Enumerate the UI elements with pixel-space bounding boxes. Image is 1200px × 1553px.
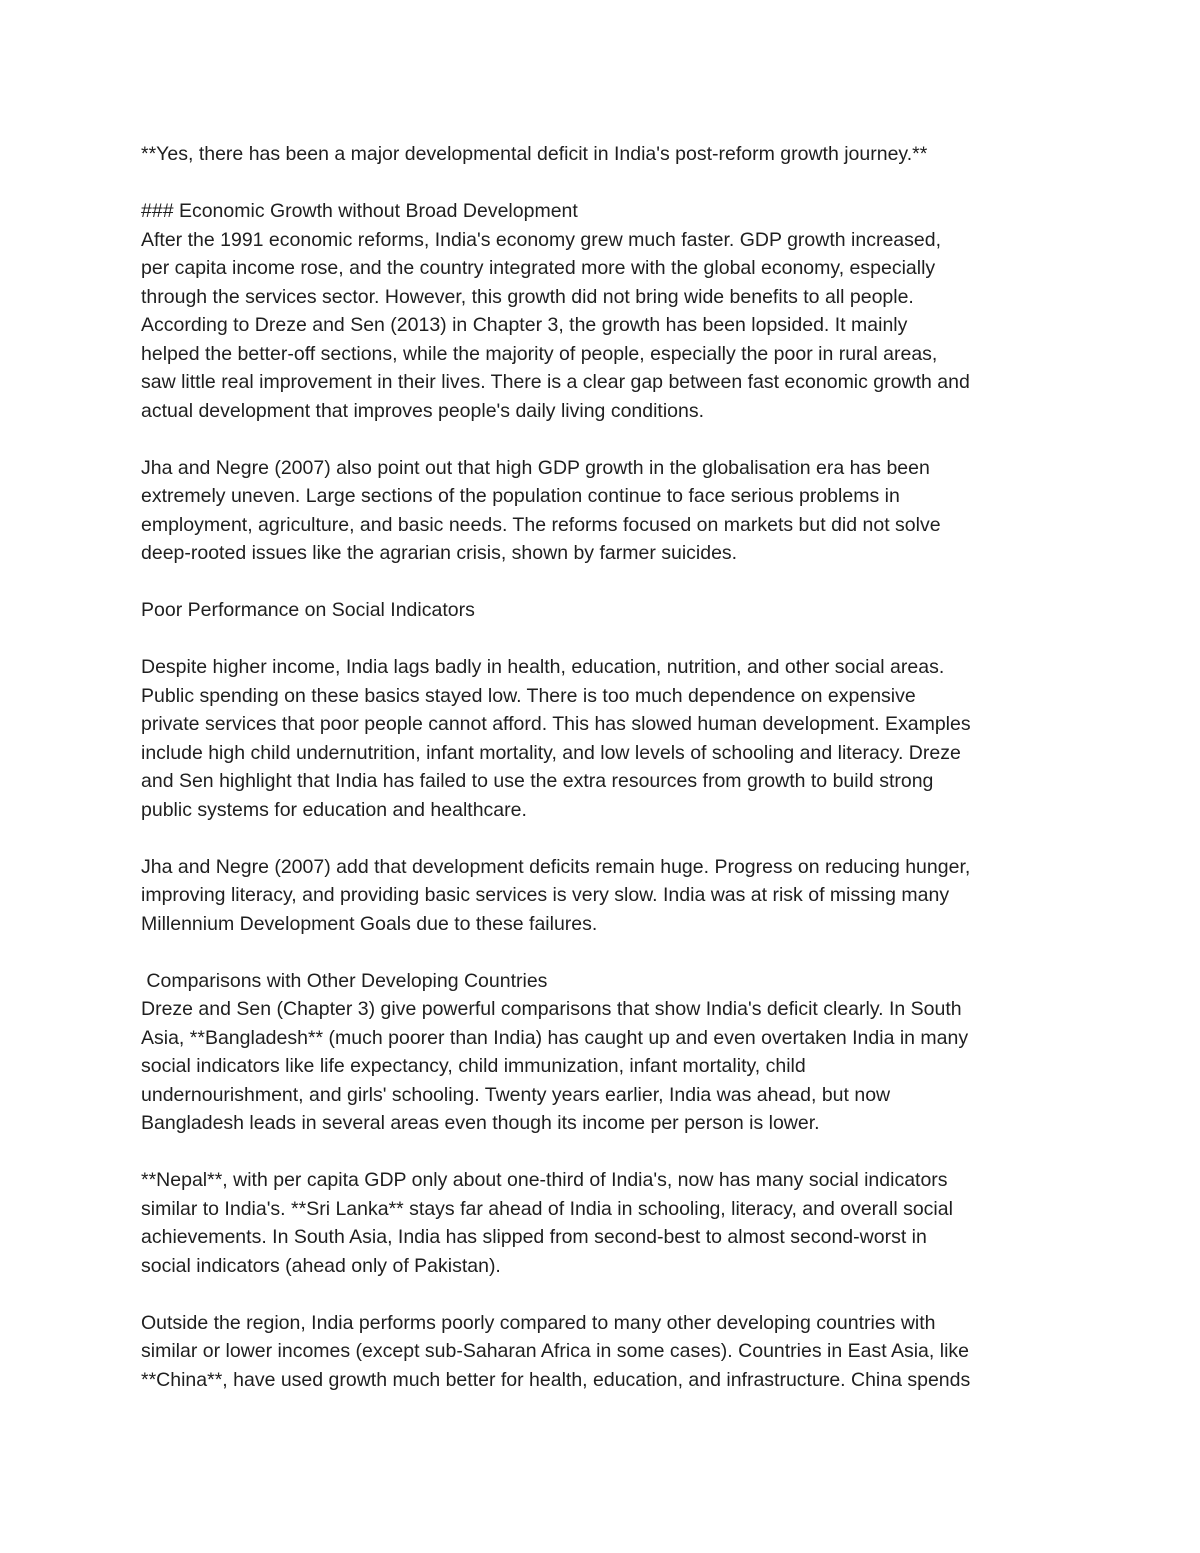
- text-line: **Nepal**, with per capita GDP only about one-third of India's, now has many social indicators: [141, 1169, 948, 1191]
- blank-line: [141, 938, 1081, 967]
- text-line: Millennium Development Goals due to these failures.: [141, 912, 598, 935]
- blank-line: [141, 425, 1081, 454]
- text-line: Outside the region, India performs poorly compared to many other developing countries with: [141, 1311, 936, 1334]
- text-line: Public spending on these basics stayed low. There is too much dependence on expensive: [141, 684, 916, 707]
- text-line: Jha and Negre (2007) also point out that high GDP growth in the globalisation era has been: [141, 456, 930, 479]
- text-line: Jha and Negre (2007) add that development deficits remain huge. Progress on reducing hunger,: [141, 855, 971, 878]
- text-line: include high child undernutrition, infant mortality, and low levels of schooling and literacy. Dreze: [141, 741, 961, 764]
- text-line: social indicators (ahead only of Pakistan).: [141, 1254, 501, 1277]
- text-line: After the 1991 economic reforms, India's economy grew much faster. GDP growth increased,: [141, 228, 941, 251]
- text-line: similar to India's. **Sri Lanka** stays far ahead of India in schooling, literacy, and overall social: [141, 1197, 953, 1220]
- text-line: achievements. In South Asia, India has slipped from second-best to almost second-worst in: [141, 1226, 927, 1248]
- text-line: through the services sector. However, this growth did not bring wide benefits to all people.: [141, 285, 914, 308]
- blank-line: [141, 169, 1081, 198]
- text-line: employment, agriculture, and basic needs. The reforms focused on markets but did not solve: [141, 513, 941, 536]
- text-line: undernourishment, and girls' schooling. Twenty years earlier, India was ahead, but now: [141, 1083, 891, 1106]
- text-line: actual development that improves people's daily living conditions.: [141, 399, 705, 422]
- text-line: **China**, have used growth much better for health, education, and infrastructure. China spends: [141, 1368, 971, 1391]
- text-line: Bangladesh leads in several areas even though its income per person is lower.: [141, 1112, 820, 1134]
- text-line: extremely uneven. Large sections of the population continue to face serious problems in: [141, 485, 900, 507]
- text-line: and Sen highlight that India has failed to use the extra resources from growth to build strong: [141, 770, 934, 792]
- text-line: private services that poor people cannot afford. This has slowed human development. Examples: [141, 713, 971, 735]
- blank-line: [141, 1138, 1081, 1167]
- text-line: public systems for education and healthcare.: [141, 798, 527, 821]
- text-line: social indicators like life expectancy, child immunization, infant mortality, child: [141, 1055, 806, 1077]
- text-line: Dreze and Sen (Chapter 3) give powerful comparisons that show India's deficit clearly. In South: [141, 998, 962, 1020]
- blank-line: [141, 625, 1081, 654]
- text-line: According to Dreze and Sen (2013) in Chapter 3, the growth has been lopsided. It mainly: [141, 314, 908, 336]
- blank-line: [141, 824, 1081, 853]
- text-line: improving literacy, and providing basic services is very slow. India was at risk of missing many: [141, 884, 950, 906]
- text-line: per capita income rose, and the country integrated more with the global economy, especially: [141, 257, 936, 279]
- text-line: similar or lower incomes (except sub-Saharan Africa in some cases). Countries in East Asia, like: [141, 1340, 969, 1362]
- text-line: ### Economic Growth without Broad Development: [141, 200, 578, 222]
- text-line: Poor Performance on Social Indicators: [141, 599, 475, 621]
- blank-line: [141, 1280, 1081, 1309]
- text-line: Comparisons with Other Developing Countries: [141, 969, 548, 992]
- text-line: Asia, **Bangladesh** (much poorer than India) has caught up and even overtaken India in many: [141, 1026, 969, 1049]
- text-line: saw little real improvement in their lives. There is a clear gap between fast economic growth and: [141, 371, 970, 393]
- text-line: deep-rooted issues like the agrarian crisis, shown by farmer suicides.: [141, 542, 738, 564]
- blank-line: [141, 568, 1081, 597]
- document-body: [141, 140, 1081, 1394]
- text-line: Despite higher income, India lags badly in health, education, nutrition, and other social areas.: [141, 656, 945, 678]
- text-line: helped the better-off sections, while the majority of people, especially the poor in rural areas,: [141, 342, 938, 365]
- text-line: **Yes, there has been a major developmental deficit in India's post-reform growth journey.**: [141, 143, 928, 165]
